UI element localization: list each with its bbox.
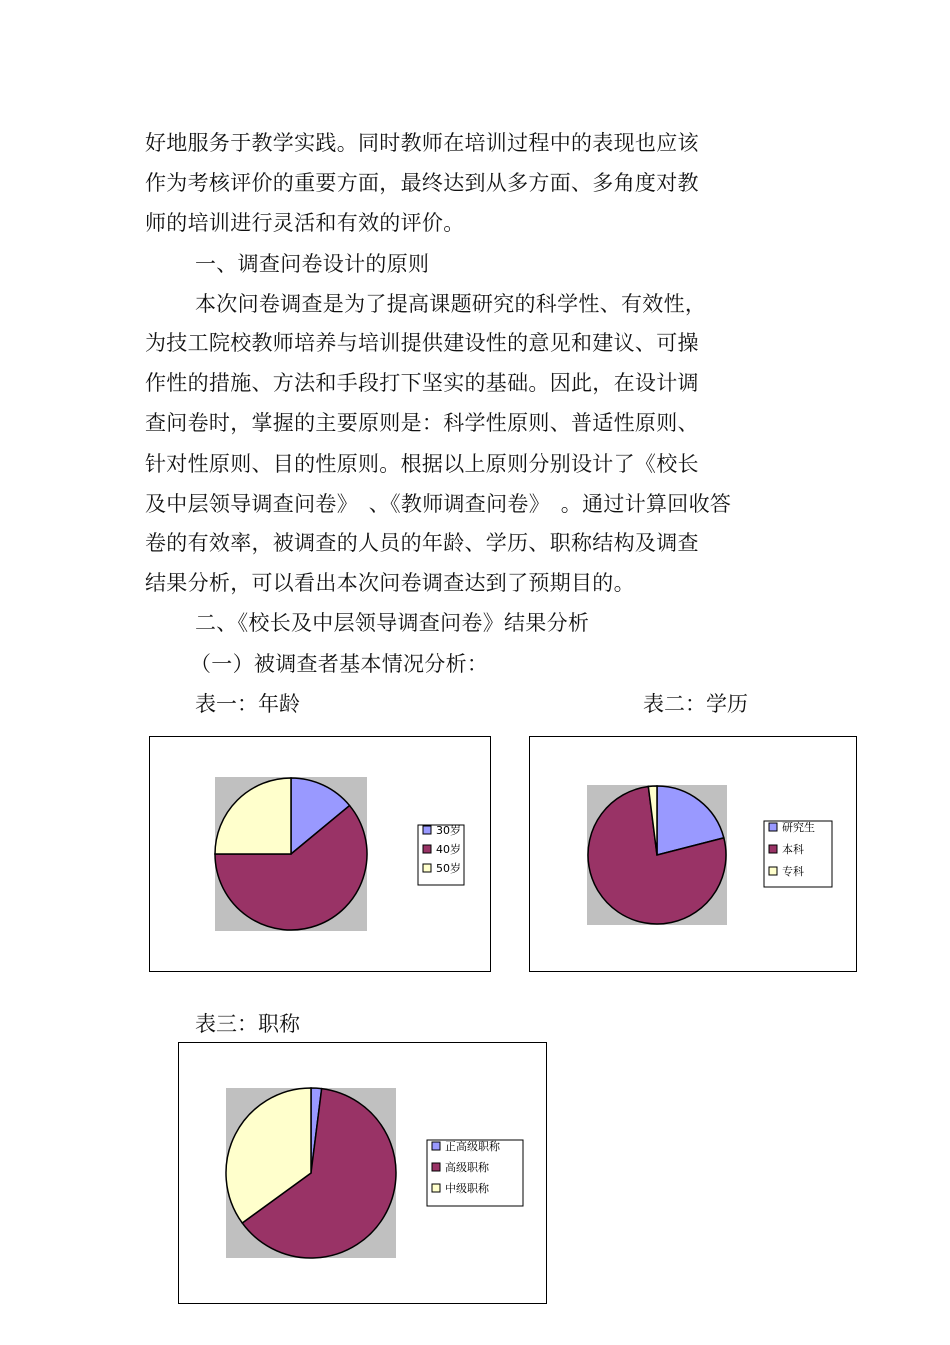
paragraph-line: 师的培训进行灵活和有效的评价。: [145, 211, 465, 235]
paragraph-line: 作性的措施、方法和手段打下坚实的基础。因此，在设计调: [145, 371, 699, 395]
legend-label: 正高级职称: [445, 1140, 500, 1153]
legend-label: 研究生: [782, 821, 815, 834]
table1-caption: 表一：年龄: [195, 692, 300, 716]
legend-label: 中级职称: [445, 1182, 489, 1195]
legend-swatch: [769, 845, 777, 853]
paragraph-line: 卷的有效率，被调查的人员的年龄、学历、职称结构及调查: [145, 531, 699, 555]
legend-label: 高级职称: [445, 1161, 489, 1174]
section-heading: 二、《校长及中层领导调查问卷》结果分析: [195, 611, 590, 635]
legend: [418, 823, 464, 885]
legend-label: 专科: [782, 865, 804, 878]
paragraph-line: 查问卷时，掌握的主要原则是：科学性原则、普适性原则、: [145, 411, 699, 435]
legend-label: 50岁: [436, 862, 461, 875]
pie-slices: [226, 1088, 396, 1258]
age-pie-svg: [150, 737, 492, 973]
education-pie-chart: [529, 736, 857, 972]
pie-slices: [215, 778, 367, 930]
legend-swatch: [423, 845, 431, 853]
legend-swatch: [432, 1163, 440, 1171]
paragraph-line: 本次问卷调查是为了提高课题研究的科学性、有效性，: [195, 292, 707, 316]
legend-label: 本科: [782, 843, 804, 856]
legend-swatch: [769, 823, 777, 831]
legend-swatch: [769, 867, 777, 875]
table2-caption: 表二：学历: [643, 692, 748, 716]
paragraph-line: 为技工院校教师培养与培训提供建设性的意见和建议、可操: [145, 331, 699, 355]
education-pie-svg: [530, 737, 858, 973]
section-heading: 一、调查问卷设计的原则: [195, 252, 430, 276]
legend-label: 30岁: [436, 824, 461, 837]
paragraph-line: 针对性原则、目的性原则。根据以上原则分别设计了《校长: [145, 452, 699, 476]
paragraph-line: 好地服务于教学实践。同时教师在培训过程中的表现也应该: [145, 131, 699, 155]
age-pie-chart: [149, 736, 491, 972]
paragraph-line: 及中层领导调查问卷》 、《教师调查问卷》 。通过计算回收答: [145, 492, 732, 516]
legend: [427, 1139, 523, 1206]
paragraph-line: 结果分析，可以看出本次问卷调查达到了预期目的。: [145, 571, 635, 595]
pie-slices: [588, 786, 726, 924]
legend-swatch: [423, 826, 431, 834]
legend: [764, 820, 832, 887]
table3-caption: 表三：职称: [195, 1012, 300, 1036]
legend-swatch: [432, 1142, 440, 1150]
legend-label: 40岁: [436, 843, 461, 856]
legend-swatch: [432, 1184, 440, 1192]
subsection-heading: （一）被调查者基本情况分析：: [190, 652, 489, 676]
title-pie-chart: [178, 1042, 547, 1304]
legend-swatch: [423, 864, 431, 872]
title-pie-svg: [179, 1043, 548, 1305]
paragraph-line: 作为考核评价的重要方面，最终达到从多方面、多角度对教: [145, 171, 699, 195]
